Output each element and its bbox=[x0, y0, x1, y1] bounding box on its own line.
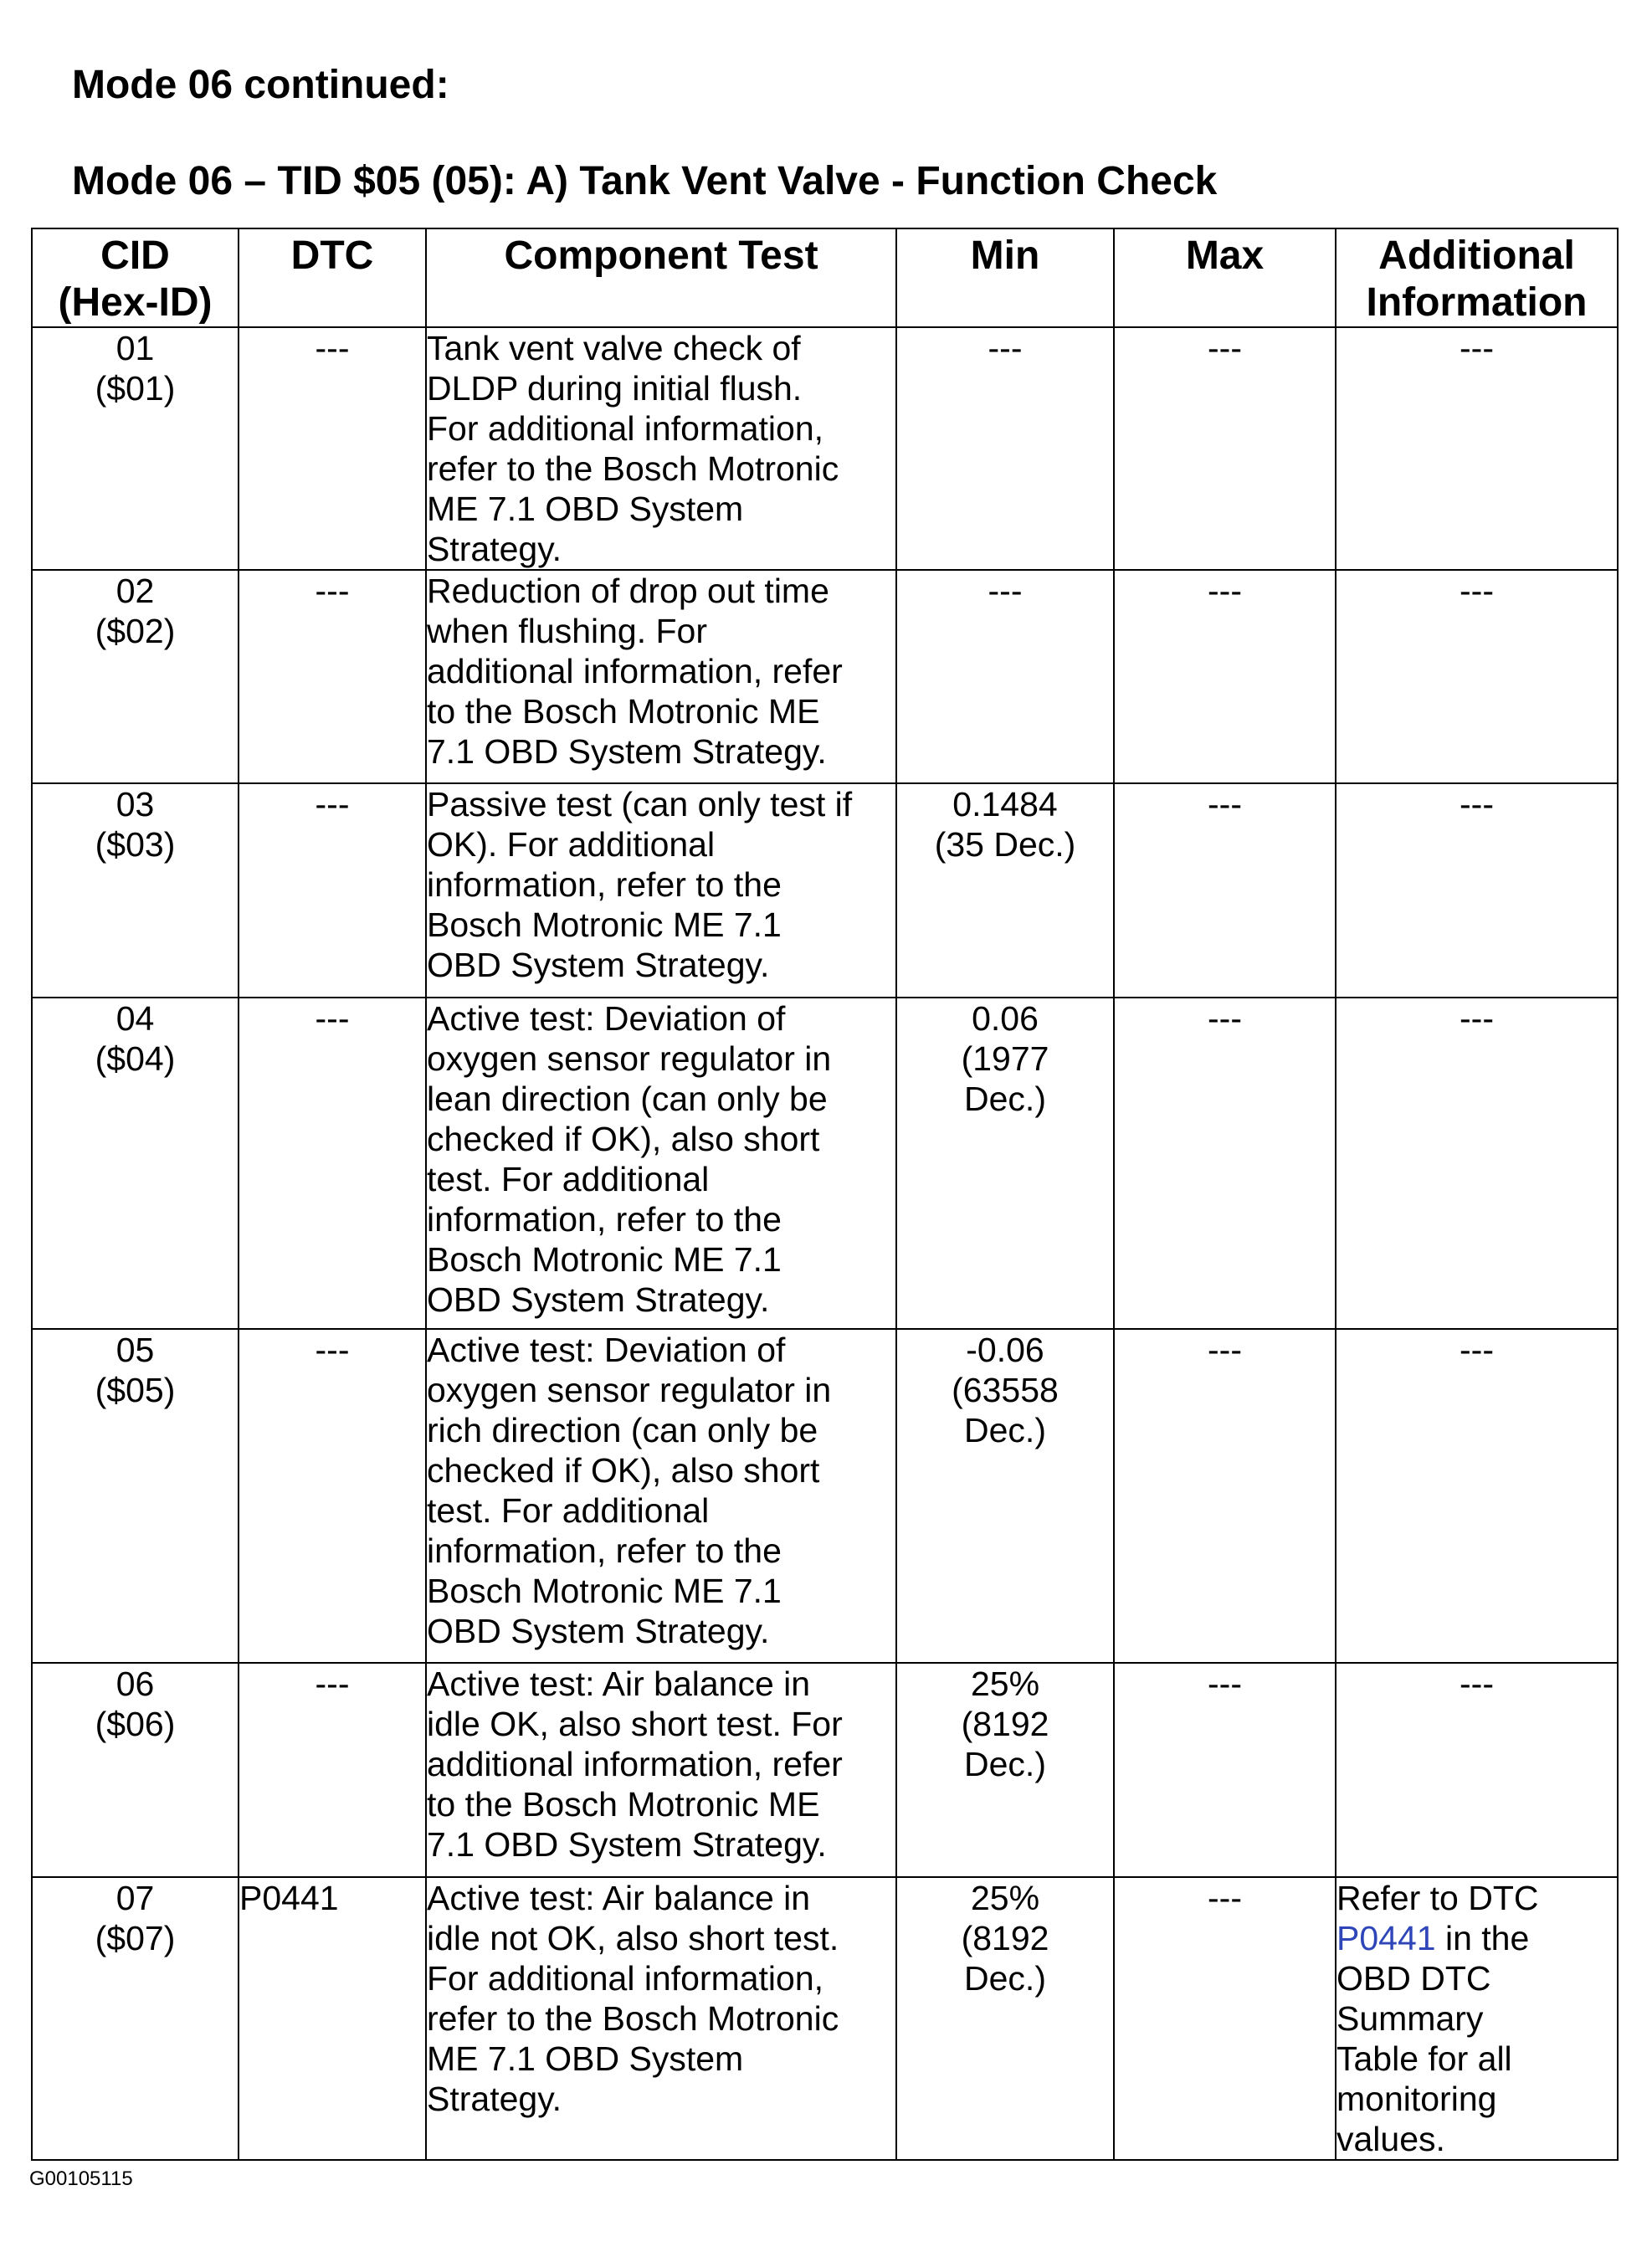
dtc-cell: P0441 bbox=[239, 1877, 426, 2160]
min-cell: --- bbox=[896, 570, 1114, 783]
component-test-cell: Active test: Air balance in idle OK, also short test. For additional information, refer to the Bosch Motronic ME 7.1 OBD System Strategy. bbox=[426, 1663, 896, 1877]
additional-info-cell: --- bbox=[1336, 998, 1618, 1329]
min-cell: 25% (8192 Dec.) bbox=[896, 1663, 1114, 1877]
dtc-cell: --- bbox=[239, 783, 426, 998]
cid-cell: 06 ($06) bbox=[32, 1663, 239, 1877]
max-cell: --- bbox=[1114, 1877, 1336, 2160]
max-cell: --- bbox=[1114, 570, 1336, 783]
table-row bbox=[32, 1329, 1618, 1663]
dtc-link[interactable]: P0441 bbox=[1336, 1919, 1436, 1957]
cid-cell: 03 ($03) bbox=[32, 783, 239, 998]
additional-info-cell: --- bbox=[1336, 570, 1618, 783]
table-header-row bbox=[32, 228, 1618, 327]
min-cell: 0.1484 (35 Dec.) bbox=[896, 783, 1114, 998]
page-continued-heading: Mode 06 continued: bbox=[72, 63, 449, 107]
min-cell: 25% (8192 Dec.) bbox=[896, 1877, 1114, 2160]
cid-cell: 01 ($01) bbox=[32, 327, 239, 570]
component-test-cell: Active test: Air balance in idle not OK, also short test. For additional information, refer to the Bosch Motronic ME 7.1 OBD System Strategy. bbox=[426, 1877, 896, 2160]
component-test-cell: Passive test (can only test if OK). For additional information, refer to the Bosch Motronic ME 7.1 OBD System Strategy. bbox=[426, 783, 896, 998]
table-row bbox=[32, 1663, 1618, 1877]
table-row bbox=[32, 998, 1618, 1329]
max-cell: --- bbox=[1114, 1663, 1336, 1877]
table-body bbox=[32, 327, 1618, 2160]
header-cid: CID (Hex-ID) bbox=[32, 228, 239, 327]
table-row bbox=[32, 327, 1618, 570]
additional-info-cell: --- bbox=[1336, 783, 1618, 998]
figure-code: G00105115 bbox=[29, 2167, 133, 2190]
cid-cell: 05 ($05) bbox=[32, 1329, 239, 1663]
min-cell: --- bbox=[896, 327, 1114, 570]
header-additional-information: Additional Information bbox=[1336, 228, 1618, 327]
dtc-cell: --- bbox=[239, 1329, 426, 1663]
header-max: Max bbox=[1114, 228, 1336, 327]
min-cell: -0.06 (63558 Dec.) bbox=[896, 1329, 1114, 1663]
max-cell: --- bbox=[1114, 1329, 1336, 1663]
additional-info-cell: --- bbox=[1336, 1663, 1618, 1877]
min-cell: 0.06 (1977 Dec.) bbox=[896, 998, 1114, 1329]
dtc-cell: --- bbox=[239, 1663, 426, 1877]
table-row bbox=[32, 570, 1618, 783]
dtc-cell: --- bbox=[239, 327, 426, 570]
cid-cell: 04 ($04) bbox=[32, 998, 239, 1329]
table-row bbox=[32, 783, 1618, 998]
additional-info-cell: --- bbox=[1336, 1329, 1618, 1663]
mode06-table bbox=[31, 228, 1619, 2161]
additional-info-cell: Refer to DTC P0441 in the OBD DTC Summary Table for all monitoring values. bbox=[1336, 1877, 1618, 2160]
component-test-cell: Active test: Deviation of oxygen sensor regulator in rich direction (can only be checked if OK), also short test. For additional information, refer to the Bosch Motronic ME 7.1 OBD System Strategy. bbox=[426, 1329, 896, 1663]
cid-cell: 02 ($02) bbox=[32, 570, 239, 783]
max-cell: --- bbox=[1114, 998, 1336, 1329]
header-dtc: DTC bbox=[239, 228, 426, 327]
header-component-test: Component Test bbox=[426, 228, 896, 327]
max-cell: --- bbox=[1114, 783, 1336, 998]
header-min: Min bbox=[896, 228, 1114, 327]
max-cell: --- bbox=[1114, 327, 1336, 570]
additional-info-cell: --- bbox=[1336, 327, 1618, 570]
section-title: Mode 06 – TID $05 (05): A) Tank Vent Valve - Function Check bbox=[72, 159, 1218, 203]
dtc-cell: --- bbox=[239, 998, 426, 1329]
component-test-cell: Active test: Deviation of oxygen sensor regulator in lean direction (can only be checked if OK), also short test. For additional information, refer to the Bosch Motronic ME 7.1 OBD System Strategy. bbox=[426, 998, 896, 1329]
dtc-cell: --- bbox=[239, 570, 426, 783]
component-test-cell: Reduction of drop out time when flushing. For additional information, refer to the Bosch Motronic ME 7.1 OBD System Strategy. bbox=[426, 570, 896, 783]
table-row bbox=[32, 1877, 1618, 2160]
cid-cell: 07 ($07) bbox=[32, 1877, 239, 2160]
component-test-cell: Tank vent valve check of DLDP during initial flush. For additional information, refer to the Bosch Motronic ME 7.1 OBD System Strategy. bbox=[426, 327, 896, 570]
